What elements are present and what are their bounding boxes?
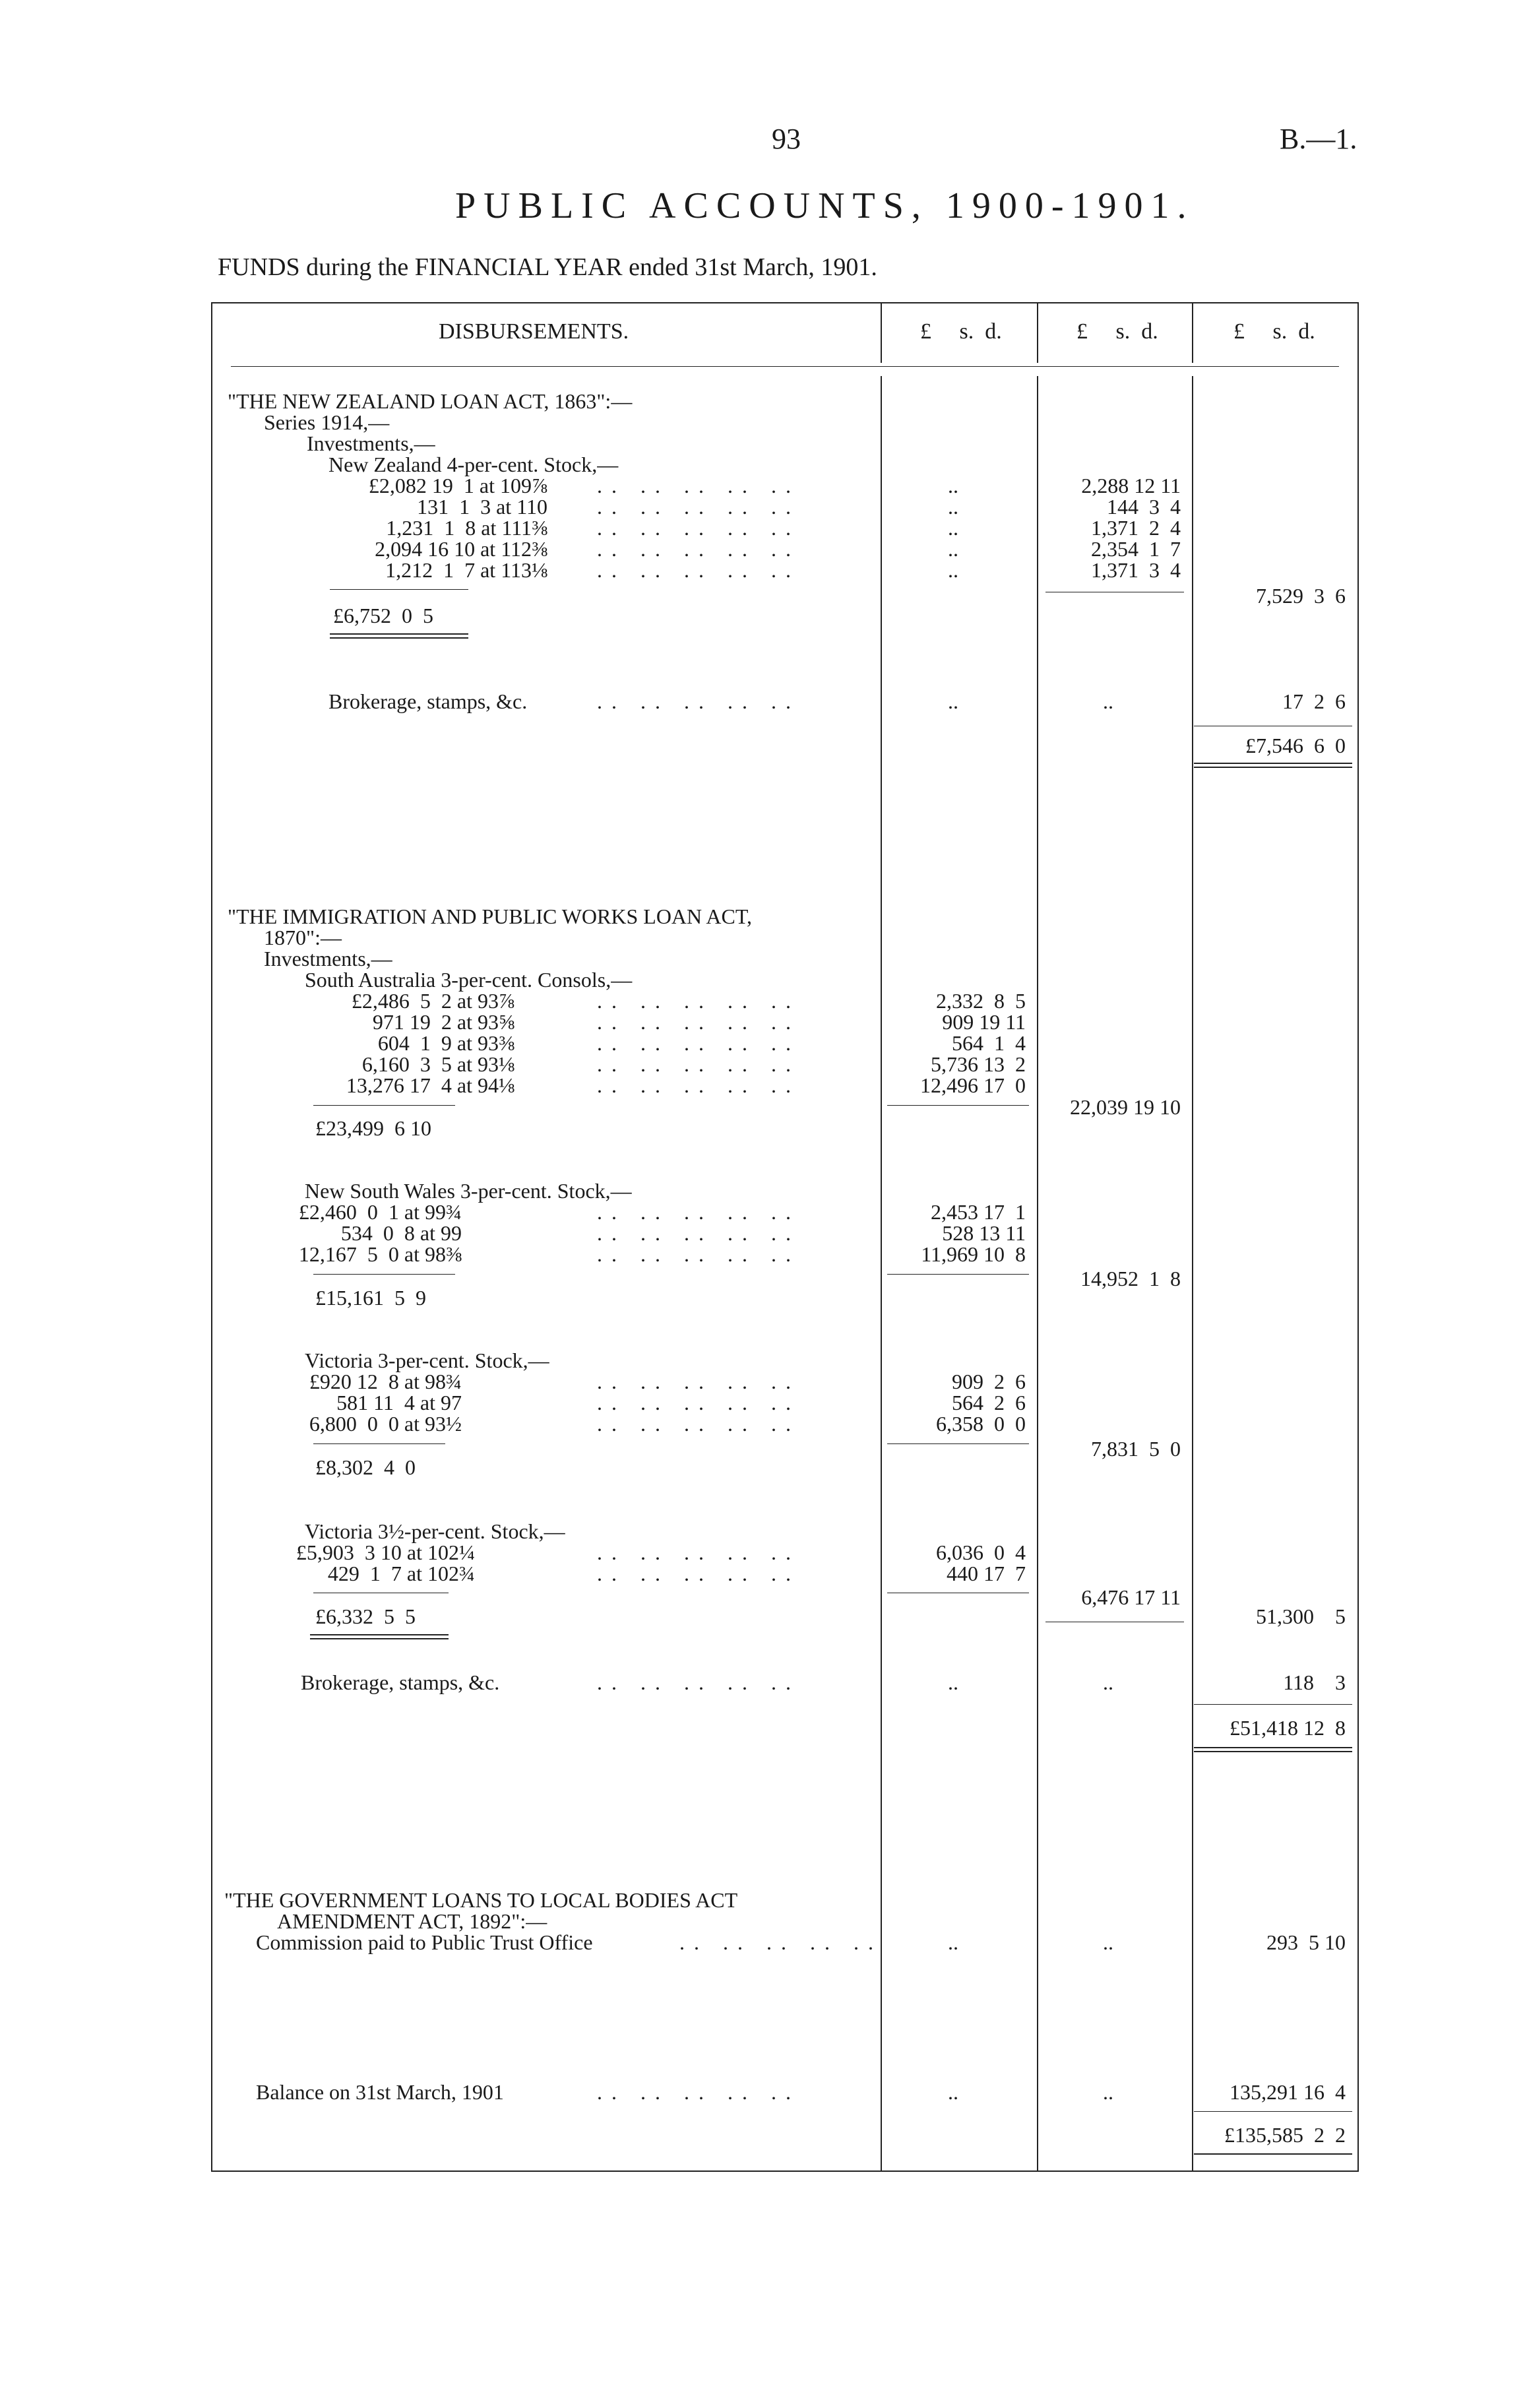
- dot-leader: .. .. .. .. ..: [597, 1412, 800, 1436]
- dot-leader: .. .. .. .. ..: [597, 1562, 800, 1585]
- investments-label: Investments,—: [307, 431, 435, 455]
- c2-value: ..: [1103, 689, 1113, 713]
- row-desc: 12,167 5 0 at 98⅜: [298, 1242, 462, 1266]
- c2-value: 6,476 17 11: [1081, 1585, 1181, 1609]
- dot-leader: .. .. .. .. ..: [597, 1540, 800, 1564]
- c2-value: 14,952 1 8: [1080, 1267, 1181, 1290]
- series-label: Series 1914,—: [264, 410, 390, 434]
- row-desc: 2,094 16 10 at 112⅜: [375, 537, 547, 561]
- stock-label: Victoria 3-per-cent. Stock,—: [305, 1348, 549, 1372]
- row-desc: £2,082 19 1 at 109⅞: [368, 474, 547, 497]
- row-desc: 131 1 3 at 110: [417, 495, 547, 519]
- row-desc: 1,231 1 8 at 111⅜: [386, 516, 547, 540]
- c3-value: 118 3: [1283, 1670, 1346, 1694]
- section-heading: "THE NEW ZEALAND LOAN ACT, 1863":—: [228, 389, 633, 413]
- stock-label: South Australia 3-per-cent. Consols,—: [305, 968, 633, 992]
- c1-value: 909 19 11: [942, 1010, 1026, 1034]
- c1-value: ..: [948, 516, 958, 540]
- section-heading: "THE IMMIGRATION AND PUBLIC WORKS LOAN ACT,: [228, 904, 752, 928]
- c3-value: 7,529 3 6: [1256, 584, 1346, 608]
- c3-value: 51,300 5: [1256, 1604, 1346, 1628]
- brokerage-label: Brokerage, stamps, &c.: [301, 1670, 500, 1694]
- row-desc: 1,212 1 7 at 113⅛: [385, 558, 547, 582]
- dot-leader: .. .. .. .. ..: [679, 1930, 883, 1954]
- face-total: £6,752 0 5: [333, 604, 433, 627]
- investments-label: Investments,—: [264, 947, 392, 970]
- c1-value: 440 17 7: [947, 1562, 1026, 1585]
- document-reference: B.—1.: [1280, 123, 1357, 155]
- c2-value: ..: [1103, 2080, 1113, 2104]
- dot-leader: .. .. .. .. ..: [597, 1370, 800, 1393]
- c1-value: ..: [948, 558, 958, 582]
- column-header-disbursements: DISBURSEMENTS.: [439, 319, 629, 344]
- column-header-3: £ s. d.: [1233, 319, 1315, 344]
- commission-label: Commission paid to Public Trust Office: [256, 1930, 593, 1954]
- dot-leader: .. .. .. .. ..: [597, 1221, 800, 1245]
- row-desc: £2,460 0 1 at 99¾: [298, 1200, 462, 1224]
- stock-label: New Zealand 4-per-cent. Stock,—: [328, 453, 619, 476]
- row-desc: 13,276 17 4 at 94⅛: [346, 1073, 514, 1097]
- stock-label: Victoria 3½-per-cent. Stock,—: [305, 1519, 565, 1543]
- c3-value: 293 5 10: [1266, 1930, 1346, 1954]
- dot-leader: .. .. .. .. ..: [597, 558, 800, 582]
- row-desc: 581 11 4 at 97: [336, 1391, 462, 1414]
- c1-value: ..: [948, 1670, 958, 1694]
- c1-value: 11,969 10 8: [921, 1242, 1026, 1266]
- section-heading-cont: 1870":—: [264, 926, 342, 949]
- c1-value: 909 2 6: [952, 1370, 1026, 1393]
- section-total: £51,418 12 8: [1230, 1716, 1346, 1740]
- dot-leader: .. .. .. .. ..: [597, 689, 800, 713]
- section-heading: "THE GOVERNMENT LOANS TO LOCAL BODIES ACT: [224, 1888, 738, 1912]
- face-total: £6,332 5 5: [315, 1604, 416, 1628]
- dot-leader: .. .. .. .. ..: [597, 537, 800, 561]
- c2-value: ..: [1103, 1670, 1113, 1694]
- c1-value: 6,036 0 4: [936, 1540, 1026, 1564]
- c1-value: ..: [948, 2080, 958, 2104]
- c3-value: 17 2 6: [1282, 689, 1346, 713]
- c2-value: 2,354 1 7: [1091, 537, 1181, 561]
- dot-leader: .. .. .. .. ..: [597, 1031, 800, 1055]
- row-desc: £2,486 5 2 at 93⅞: [351, 989, 514, 1013]
- row-desc: £920 12 8 at 98¾: [309, 1370, 462, 1393]
- c1-value: 2,453 17 1: [931, 1200, 1026, 1224]
- dot-leader: .. .. .. .. ..: [597, 495, 800, 519]
- page-subtitle: FUNDS during the FINANCIAL YEAR ended 31st March, 1901.: [218, 253, 877, 281]
- balance-label: Balance on 31st March, 1901: [256, 2080, 504, 2104]
- page-title: PUBLIC ACCOUNTS, 1900-1901.: [455, 185, 1195, 226]
- c2-value: 7,831 5 0: [1091, 1437, 1181, 1461]
- face-total: £23,499 6 10: [315, 1116, 431, 1140]
- c2-value: 22,039 19 10: [1070, 1095, 1181, 1119]
- row-desc: 429 1 7 at 102¾: [327, 1562, 475, 1585]
- c2-value: ..: [1103, 1930, 1113, 1954]
- section-total: £7,546 6 0: [1245, 734, 1346, 757]
- row-desc: 6,800 0 0 at 93½: [309, 1412, 462, 1436]
- row-desc: 534 0 8 at 99: [340, 1221, 462, 1245]
- c1-value: 564 2 6: [952, 1391, 1026, 1414]
- column-header-2: £ s. d.: [1076, 319, 1158, 344]
- dot-leader: .. .. .. .. ..: [597, 474, 800, 497]
- c1-value: ..: [948, 1930, 958, 1954]
- face-total: £8,302 4 0: [315, 1455, 416, 1479]
- dot-leader: .. .. .. .. ..: [597, 1073, 800, 1097]
- row-desc: 6,160 3 5 at 93⅛: [361, 1052, 514, 1076]
- c1-value: 564 1 4: [952, 1031, 1026, 1055]
- c1-value: 528 13 11: [942, 1221, 1026, 1245]
- c1-value: 6,358 0 0: [936, 1412, 1026, 1436]
- c2-value: 1,371 3 4: [1091, 558, 1181, 582]
- c1-value: 2,332 8 5: [936, 989, 1026, 1013]
- row-desc: £5,903 3 10 at 102¼: [296, 1540, 475, 1564]
- c1-value: ..: [948, 474, 958, 497]
- dot-leader: .. .. .. .. ..: [597, 1010, 800, 1034]
- face-total: £15,161 5 9: [315, 1286, 426, 1310]
- section-heading-cont: AMENDMENT ACT, 1892":—: [277, 1909, 547, 1933]
- brokerage-label: Brokerage, stamps, &c.: [328, 689, 528, 713]
- dot-leader: .. .. .. .. ..: [597, 1242, 800, 1266]
- stock-label: New South Wales 3-per-cent. Stock,—: [305, 1179, 632, 1203]
- c3-value: 135,291 16 4: [1230, 2080, 1346, 2104]
- c1-value: 12,496 17 0: [920, 1073, 1026, 1097]
- c1-value: ..: [948, 689, 958, 713]
- dot-leader: .. .. .. .. ..: [597, 2080, 800, 2104]
- c2-value: 2,288 12 11: [1081, 474, 1181, 497]
- c1-value: 5,736 13 2: [931, 1052, 1026, 1076]
- row-desc: 971 19 2 at 93⅝: [372, 1010, 514, 1034]
- c1-value: ..: [948, 537, 958, 561]
- dot-leader: .. .. .. .. ..: [597, 1391, 800, 1414]
- c2-value: 1,371 2 4: [1091, 516, 1181, 540]
- dot-leader: .. .. .. .. ..: [597, 989, 800, 1013]
- dot-leader: .. .. .. .. ..: [597, 1670, 800, 1694]
- page-number: 93: [772, 123, 801, 155]
- grand-total: £135,585 2 2: [1224, 2123, 1346, 2147]
- dot-leader: .. .. .. .. ..: [597, 516, 800, 540]
- column-header-1: £ s. d.: [920, 319, 1002, 344]
- c2-value: 144 3 4: [1107, 495, 1181, 519]
- dot-leader: .. .. .. .. ..: [597, 1052, 800, 1076]
- dot-leader: .. .. .. .. ..: [597, 1200, 800, 1224]
- row-desc: 604 1 9 at 93⅜: [377, 1031, 514, 1055]
- c1-value: ..: [948, 495, 958, 519]
